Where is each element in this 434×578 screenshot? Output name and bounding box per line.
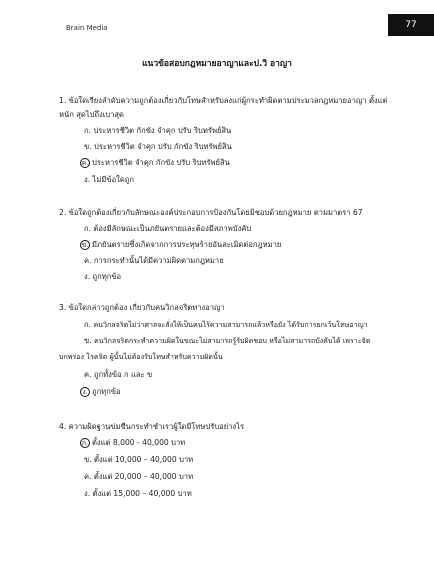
question-3-text: 3. ข้อใดกล่าวถูกต้อง เกี่ยวกับคนวิกลจริตทางอาญา [59, 303, 225, 312]
q4-option-c[interactable] [84, 472, 193, 482]
option-label: ก. [84, 126, 92, 135]
option-label: ค. [84, 370, 92, 379]
q4-option-d[interactable] [84, 489, 192, 499]
q2-option-b[interactable] [80, 240, 281, 250]
option-text: ถูกทุกข้อ [92, 387, 121, 396]
q2-option-a[interactable] [84, 224, 251, 234]
option-label: ค. [84, 256, 92, 265]
question-4-text: 4. ความผิดฐานข่มขืนกระทำชำเราผู้ใดมีโทษปรับอย่างไร [59, 422, 245, 431]
q2-option-c[interactable] [84, 256, 224, 266]
q3-option-b[interactable] [84, 336, 370, 346]
page-number-badge: 77 [388, 14, 434, 36]
q1-option-a[interactable] [84, 126, 231, 136]
option-label: ข. [84, 455, 92, 464]
option-text: การกระทำนั้นได้มีความผิดตามกฎหมาย [93, 256, 224, 265]
option-label: ข. [84, 336, 92, 345]
option-text: ประหารชีวิต กักขัง จำคุก ปรับ ริบทรัพย์สิน [93, 126, 232, 135]
q3-option-d[interactable] [80, 387, 121, 397]
option-text: ประหารชีวิต จำคุก ปรับ กักขัง ริบทรัพย์สิน [94, 142, 232, 151]
answer-circle-mark: ค. [81, 159, 89, 167]
option-text: ตั้งแต่ 10,000 – 40,000 บาท [94, 455, 194, 464]
option-text: ต้องมีลักษณะเป็นภยันตรายและต้องมีสภาพบังคับ [93, 224, 252, 233]
option-text: ประหารชีวิต จำคุก กักขัง ปรับ ริบทรัพย์สิน [92, 158, 230, 167]
q3-option-c[interactable] [84, 370, 152, 380]
header-brand: Brain Media [66, 24, 108, 32]
q2-option-d[interactable] [84, 272, 121, 282]
q4-option-a[interactable] [80, 438, 185, 448]
answer-circle-mark: ก. [81, 439, 88, 447]
document-title: แนวข้อสอบกฎหมายอาญาและป.วิ อาญา [142, 59, 292, 69]
option-text: ไม่มีข้อใดถูก [92, 175, 134, 184]
option-text: ตั้งแต่ 15,000 – 40,000 บาท [92, 489, 192, 498]
option-label: ง. [84, 489, 91, 498]
q3-option-b-cont: บกพร่อง โรคจิต ผู้นั้นไม่ต้องรับโทษสำหรับความผิดนั้น [59, 352, 223, 361]
question-1-text: 1. ข้อใดเรียงลำดับความถูกต้องเกี่ยวกับโทษสำหรับลงแก่ผู้กระทำผิดตามประมวลกฎหมายอาญา ตั้งแต่ [59, 96, 388, 105]
answer-circle-mark: ง. [80, 387, 90, 397]
option-text: ถูกทุกข้อ [92, 272, 122, 281]
option-label: ง. [84, 175, 91, 184]
option-label: ก. [84, 320, 92, 329]
question-1-text-cont: หนัก สุดไปถึงเบาสุด [59, 110, 124, 119]
q1-option-b[interactable] [84, 142, 232, 152]
q1-option-d[interactable] [84, 175, 134, 185]
option-label: ก. [84, 224, 92, 233]
answer-circle-mark: ข. [81, 241, 89, 249]
option-text: คนวิกลจริตไม่ว่าศาลจะสั่งให้เป็นคนไร้ความสามารถแล้วหรือยัง ได้รับการยกเว้นโทษอาญา [93, 320, 368, 329]
option-text: ถูกทั้งข้อ ก และ ข [93, 370, 153, 379]
option-text: ตั้งแต่ 20,000 – 40,000 บาท [93, 472, 194, 481]
q1-option-c[interactable] [80, 158, 230, 168]
option-text: มีภยันตรายซึ่งเกิดจากการประทุษร้ายอันละเมิดต่อกฎหมาย [92, 240, 282, 249]
question-2-text: 2. ข้อใดถูกต้องเกี่ยวกับลักษณะองค์ประกอบการป้องกันโดยมิชอบด้วยกฎหมาย ตามมาตรา 67 [59, 208, 363, 217]
option-text: ตั้งแต่ 8,000 - 40,000 บาท [92, 438, 186, 447]
option-label: ง. [84, 272, 91, 281]
option-text: คนวิกลจริตกระทำความผิดในขณะไม่สามารถรู้รับผิดชอบ หรือไม่สามารถบังคับได้ เพราะจิต [94, 336, 371, 345]
q4-option-b[interactable] [84, 455, 193, 465]
option-label: ข. [84, 142, 92, 151]
option-label: ค. [84, 472, 92, 481]
q3-option-a[interactable] [84, 320, 368, 330]
